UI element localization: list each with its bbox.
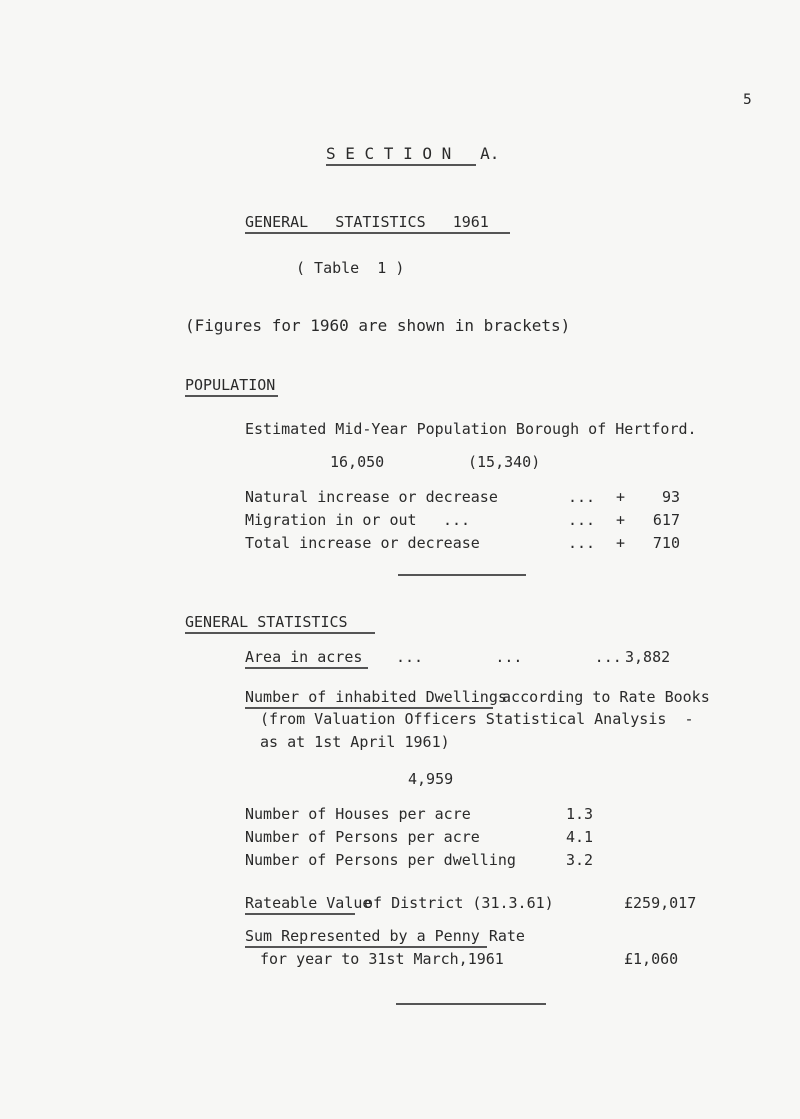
population-estimate-label: Estimated Mid-Year Population Borough of Hertford. — [245, 420, 697, 438]
area-label-underline — [245, 667, 368, 669]
page-title: GENERAL STATISTICS 1961 — [245, 213, 489, 231]
population-row-sign: + — [616, 488, 626, 506]
dwellings-value: 4,959 — [408, 770, 454, 788]
area-label: Area in acres — [245, 648, 363, 666]
population-row-value: 710 — [652, 534, 680, 552]
penny-rate-line-2: for year to 31st March,1961 — [260, 950, 504, 968]
penny-rate-value: £1,060 — [624, 950, 679, 968]
density-value: 3.2 — [566, 851, 594, 869]
population-heading: POPULATION — [185, 376, 276, 394]
page-number: 5 — [743, 92, 752, 108]
population-row-label: Natural increase or decrease — [245, 488, 498, 506]
penny-rate-label-underline — [245, 946, 487, 948]
density-value: 4.1 — [566, 828, 594, 846]
rateable-label-underline — [245, 913, 355, 915]
population-estimate-value: 16,050 — [330, 453, 385, 471]
dwellings-label: Number of inhabited Dwellings — [245, 688, 507, 706]
general-heading-underline — [185, 632, 375, 634]
section-heading: S E C T I O N A. — [326, 144, 500, 163]
dwellings-text: according to Rate Books — [493, 688, 710, 706]
dwellings-label-underline — [245, 707, 493, 709]
area-dots: ... ... ... — [396, 648, 622, 666]
end-divider — [396, 1003, 546, 1005]
population-row-value: 617 — [652, 511, 680, 529]
population-row-dots: ... — [568, 534, 596, 552]
area-value: 3,882 — [625, 648, 671, 666]
population-row-dots: ... — [568, 511, 596, 529]
section-heading-underline — [326, 164, 476, 166]
density-label: Number of Persons per acre — [245, 828, 480, 846]
density-label: Number of Persons per dwelling — [245, 851, 516, 869]
section-divider — [398, 574, 526, 576]
figures-note: (Figures for 1960 are shown in brackets) — [185, 316, 571, 335]
population-row-sign: + — [616, 534, 626, 552]
page-title-underline — [245, 232, 510, 234]
population-estimate-prev: (15,340) — [468, 453, 541, 471]
population-row-extra-dots: ... — [443, 511, 471, 529]
table-reference: ( Table 1 ) — [296, 259, 405, 277]
general-heading: GENERAL STATISTICS — [185, 613, 348, 631]
dwellings-line-3: as at 1st April 1961) — [260, 733, 450, 751]
rateable-label: Rateable Value — [245, 894, 372, 912]
population-row-value: 93 — [661, 488, 680, 506]
density-label: Number of Houses per acre — [245, 805, 471, 823]
density-value: 1.3 — [566, 805, 594, 823]
rateable-text: of District (31.3.61) — [355, 894, 554, 912]
population-row-label: Total increase or decrease — [245, 534, 480, 552]
penny-rate-label: Sum Represented by a Penny Rate — [245, 927, 525, 945]
population-row-label: Migration in or out — [245, 511, 417, 529]
population-row-sign: + — [616, 511, 626, 529]
population-heading-underline — [185, 395, 278, 397]
dwellings-line-2: (from Valuation Officers Statistical Analysis - — [260, 710, 694, 728]
population-row-dots: ... — [568, 488, 596, 506]
rateable-value: £259,017 — [624, 894, 697, 912]
